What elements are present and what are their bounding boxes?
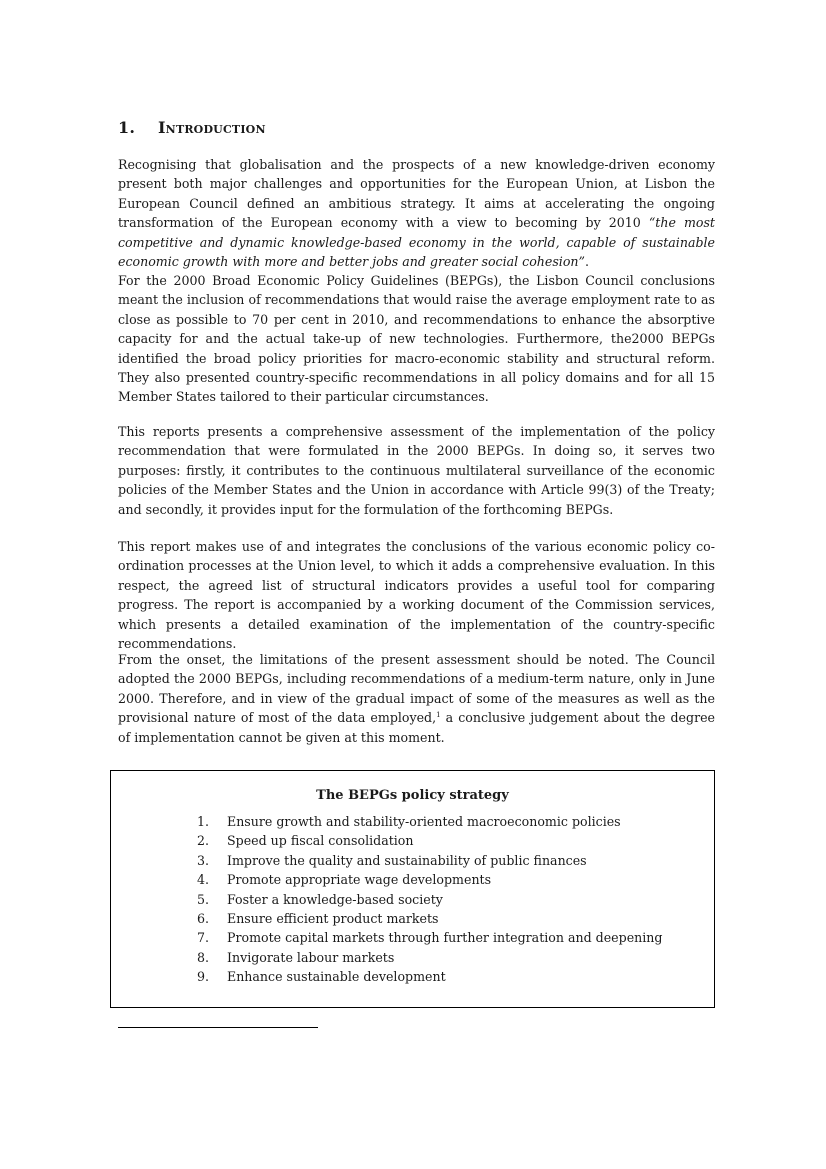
section-number: 1. xyxy=(118,118,136,137)
policy-strategy-item-text: Ensure growth and stability-oriented macroeconomic policies xyxy=(227,814,621,829)
policy-strategy-item-text: Promote appropriate wage developments xyxy=(227,872,492,888)
paragraph-1-end: . xyxy=(584,254,589,270)
policy-strategy-item xyxy=(197,870,662,889)
section-heading xyxy=(118,118,266,137)
footnote-marker[interactable]: 1 xyxy=(436,711,441,720)
policy-strategy-item xyxy=(197,928,662,947)
policy-strategy-item-text: Speed up fiscal consolidation xyxy=(227,833,414,849)
paragraph-3: This reports presents a comprehensive assessment of the implementation of the policy recommendation that were formulated in the 2000 BEPGs. In doing so, it serves two purposes: firstly, it contributes to the continuous multilateral surveillance of the economic policies of the Member States and the Union in accordance with Article 99(3) of the Treaty; and secondly, it provides input for the formulation of the forthcoming BEPGs. xyxy=(118,424,715,517)
paragraph-5-end: a conclusive judgement about the degree of implementation cannot be given at this moment. xyxy=(118,710,715,745)
policy-strategy-item-number: 6. xyxy=(197,911,210,927)
policy-strategy-item-number: 4. xyxy=(197,872,210,888)
policy-strategy-item-number: 3. xyxy=(197,852,210,868)
policy-strategy-item xyxy=(197,831,662,850)
policy-strategy-item-number: 8. xyxy=(197,949,210,965)
policy-strategy-item xyxy=(197,812,662,831)
policy-strategy-item-text: Foster a knowledge-based society xyxy=(227,891,443,907)
policy-strategy-box xyxy=(110,770,715,1008)
policy-strategy-item-number: 7. xyxy=(197,930,210,946)
paragraph-2: For the 2000 Broad Economic Policy Guidelines (BEPGs), the Lisbon Council conclusions meant the inclusion of recommendations that would raise the average employment rate to as close as possible to 70 per cent in 2010, and recommendations to enhance the absorptive capacity for and the actual take-up of new technologies. Furthermore, the2000 BEPGs identified the broad policy priorities for macro-economic stability and structural reform. They also presented country-specific recommendations in all policy domains and for all 15 Member States tailored to their particular circumstances. xyxy=(118,273,715,405)
paragraph-1 xyxy=(118,155,715,271)
section-title: Introduction xyxy=(158,118,266,137)
policy-strategy-item-number: 9. xyxy=(197,969,210,985)
paragraph-5-text: From the onset, the limitations of the present assessment should be noted. The Council adopted the 2000 BEPGs, including recommendations of a medium-term nature, only in June 2000. Therefore, and in view of the gradual impact of some of the measures as well as the provisional nature of most of the data employed, xyxy=(118,652,715,726)
policy-strategy-item-text: Invigorate labour markets xyxy=(227,949,395,965)
footnote-separator xyxy=(118,1027,318,1028)
policy-strategy-item xyxy=(197,948,662,967)
paragraph-4: This report makes use of and integrates the conclusions of the various economic policy co-ordination processes at the Union level, to which it adds a comprehensive evaluation. In this respect, the agreed list of structural indicators provides a useful tool for comparing progress. The report is accompanied by a working document of the Commission services, which presents a detailed examination of the implementation of the country-specific recommendations. xyxy=(118,539,715,652)
paragraph-1-text: Recognising that globalisation and the prospects of a new knowledge-driven economy present both major challenges and opportunities for the European Union, at Lisbon the European Council defined an ambitious strategy. It aims at accelerating the ongoing transformation of the European economy with a view to becoming by 2010 xyxy=(118,157,715,231)
policy-strategy-item-number: 2. xyxy=(197,833,210,849)
policy-strategy-item xyxy=(197,909,662,928)
policy-strategy-item-text: Ensure efficient product markets xyxy=(227,911,439,927)
policy-strategy-title: The BEPGs policy strategy xyxy=(316,788,509,803)
policy-strategy-item xyxy=(197,967,662,986)
policy-strategy-item-text: Improve the quality and sustainability of public finances xyxy=(227,852,587,868)
policy-strategy-item-number: 5. xyxy=(197,891,210,907)
policy-strategy-item xyxy=(197,851,662,870)
lisbon-quote: “the most competitive and dynamic knowledge-based economy in the world, capable of sustainable economic growth with more and better jobs and greater social cohesion” xyxy=(118,215,715,270)
policy-strategy-list xyxy=(197,812,662,987)
policy-strategy-item-number: 1. xyxy=(197,814,210,829)
policy-strategy-item xyxy=(197,890,662,909)
policy-strategy-item-text: Promote capital markets through further integration and deepening xyxy=(227,930,663,946)
paragraph-5 xyxy=(118,650,715,747)
policy-strategy-item-text: Enhance sustainable development xyxy=(227,969,446,985)
